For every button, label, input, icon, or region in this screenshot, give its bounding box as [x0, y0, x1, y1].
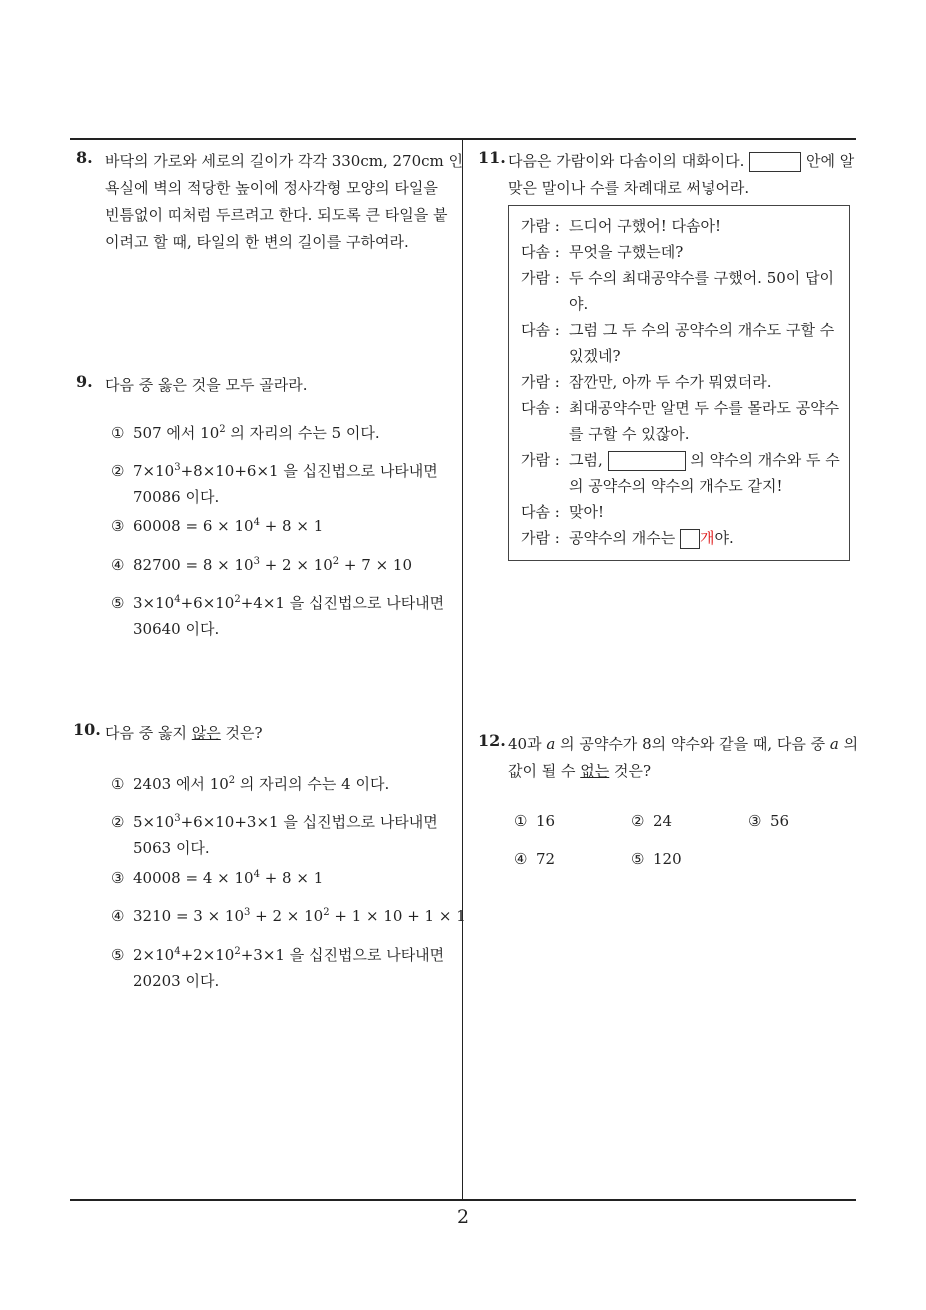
- choice-mark: ③: [748, 812, 762, 830]
- answer-blank[interactable]: [608, 451, 686, 471]
- exponent: 3: [174, 462, 181, 473]
- dialogue-line: [521, 499, 604, 525]
- choice-text: 40008 = 4 × 10: [133, 869, 254, 887]
- unit-highlight: 개: [699, 529, 715, 547]
- text-line: 빈틈없이 띠처럼 두르려고 한다. 되도록 큰 타일을 붙: [105, 206, 448, 224]
- speaker: 가람 :: [521, 217, 560, 235]
- question-text: [508, 731, 858, 785]
- underlined-word: 않은: [191, 724, 221, 742]
- choice-1[interactable]: [111, 420, 380, 446]
- choice-text: + 7 × 10: [339, 556, 412, 574]
- choice-mark: ③: [111, 869, 125, 887]
- speaker: 다솜 :: [521, 503, 560, 521]
- speaker: 다솜 :: [521, 399, 560, 417]
- choice-text: 7×10: [133, 462, 175, 480]
- choice-3[interactable]: [748, 808, 789, 834]
- utterance: 그럼,: [569, 451, 603, 469]
- choice-4[interactable]: [514, 846, 555, 872]
- speaker: 가람 :: [521, 269, 560, 287]
- choice-mark: ④: [111, 907, 125, 925]
- text-segment: 안에 알: [806, 152, 855, 170]
- choice-value: 16: [536, 812, 556, 830]
- choice-mark: ⑤: [111, 946, 125, 964]
- dialogue-line: [521, 369, 772, 395]
- choice-mark: ①: [111, 424, 125, 442]
- choice-mark: ②: [111, 462, 125, 480]
- choice-5[interactable]: [111, 590, 444, 642]
- choice-text: +3×1 을 십진법으로 나타내면: [240, 946, 445, 964]
- speaker: 다솜 :: [521, 321, 560, 339]
- choice-1[interactable]: [111, 771, 389, 797]
- text-segment: 40과: [508, 735, 547, 753]
- bottom-rule: [70, 1199, 856, 1201]
- top-rule: [70, 138, 856, 140]
- exponent: 2: [234, 594, 241, 605]
- column-divider: [462, 139, 463, 1199]
- answer-blank[interactable]: [680, 529, 700, 549]
- choice-mark: ④: [514, 850, 528, 868]
- choice-text: 30640 이다.: [133, 620, 220, 638]
- choice-3[interactable]: [111, 513, 323, 539]
- question-text: 다음 중 옳은 것을 모두 골라라.: [105, 376, 308, 394]
- text-segment: 의 공약수가 8의 약수와 같을 때, 다음 중: [555, 735, 830, 753]
- variable: a: [546, 735, 556, 753]
- choice-4[interactable]: [111, 903, 466, 929]
- choice-text: 3×10: [133, 594, 175, 612]
- utterance: 공약수의 개수는: [569, 529, 676, 547]
- exponent: 4: [174, 946, 181, 957]
- choice-text: +4×1 을 십진법으로 나타내면: [240, 594, 445, 612]
- dialogue-line: [521, 239, 683, 265]
- question-number: 10.: [73, 720, 101, 739]
- choice-text: +2×10: [180, 946, 235, 964]
- question-number: 11.: [478, 148, 506, 167]
- choice-value: 24: [653, 812, 673, 830]
- dialogue-line: [521, 447, 840, 499]
- question-number: 12.: [478, 731, 506, 750]
- choice-text: +6×10: [180, 594, 235, 612]
- text-segment: 것은?: [609, 762, 652, 780]
- speaker: 가람 :: [521, 451, 560, 469]
- choice-5[interactable]: [631, 846, 682, 872]
- utterance: 야.: [714, 529, 734, 547]
- exponent: 2: [234, 946, 241, 957]
- choice-text: +8×10+6×1 을 십진법으로 나타내면: [180, 462, 438, 480]
- answer-blank[interactable]: [749, 152, 801, 172]
- choice-mark: ⑤: [631, 850, 645, 868]
- exponent: 2: [323, 907, 330, 918]
- speaker: 가람 :: [521, 529, 560, 547]
- choice-text: + 8 × 1: [259, 869, 324, 887]
- choice-1[interactable]: [514, 808, 555, 834]
- choice-text: 의 자리의 수는 4 이다.: [235, 775, 390, 793]
- utterance: 그럼 그 두 수의 공약수의 개수도 구할 수: [569, 321, 835, 339]
- question-number: 9.: [76, 372, 93, 391]
- choice-mark: ②: [111, 813, 125, 831]
- choice-mark: ①: [111, 775, 125, 793]
- exponent: 3: [244, 907, 251, 918]
- question-text: [105, 148, 463, 256]
- utterance: 맞아!: [569, 503, 605, 521]
- underlined-word: 없는: [580, 762, 610, 780]
- choice-mark: ④: [111, 556, 125, 574]
- text-line: 바닥의 가로와 세로의 길이가 각각 330cm, 270cm 인: [105, 152, 464, 170]
- utterance: 야.: [569, 295, 589, 313]
- choice-text: 5×10: [133, 813, 175, 831]
- choice-mark: ②: [631, 812, 645, 830]
- utterance: 의 약수의 개수와 두 수: [690, 451, 840, 469]
- choice-text: 20203 이다.: [133, 972, 220, 990]
- choice-text: + 2 × 10: [259, 556, 333, 574]
- choice-text: 의 자리의 수는 5 이다.: [225, 424, 380, 442]
- utterance: 무엇을 구했는데?: [569, 243, 684, 261]
- text-line: 맞은 말이나 수를 차례대로 써넣어라.: [508, 179, 750, 197]
- choice-mark: ⑤: [111, 594, 125, 612]
- exponent: 2: [332, 556, 340, 567]
- choice-text: 5063 이다.: [133, 839, 210, 857]
- choice-text: 2403 에서 10: [133, 775, 229, 793]
- utterance: 를 구할 수 있잖아.: [569, 425, 690, 443]
- choice-text: 82700 = 8 × 10: [133, 556, 254, 574]
- exponent: 4: [253, 869, 260, 880]
- choice-value: 120: [653, 850, 682, 868]
- question-text: [508, 148, 854, 202]
- page-number: 2: [456, 1206, 470, 1228]
- exponent: 3: [174, 813, 181, 824]
- variable: a: [829, 735, 839, 753]
- choice-value: 56: [770, 812, 790, 830]
- choice-text: + 2 × 10: [250, 907, 324, 925]
- choice-value: 72: [536, 850, 556, 868]
- exponent: 4: [174, 594, 181, 605]
- dialogue-line: [521, 525, 734, 551]
- dialogue-line: [521, 395, 839, 447]
- choice-mark: ①: [514, 812, 528, 830]
- text-line: 욕실에 벽의 적당한 높이에 정사각형 모양의 타일을: [105, 179, 438, 197]
- choice-text: 2×10: [133, 946, 175, 964]
- choice-text: + 8 × 1: [259, 517, 324, 535]
- exponent: 2: [228, 775, 236, 786]
- dialogue-line: [521, 213, 721, 239]
- text-segment: 것은?: [220, 724, 263, 742]
- exponent: 3: [253, 556, 260, 567]
- text-line: 이려고 할 때, 타일의 한 변의 길이를 구하여라.: [105, 233, 409, 251]
- choice-5[interactable]: [111, 942, 444, 994]
- choice-mark: ③: [111, 517, 125, 535]
- utterance: 있겠네?: [569, 347, 621, 365]
- choice-text: 3210 = 3 × 10: [133, 907, 245, 925]
- text-segment: 값이 될 수: [508, 762, 581, 780]
- choice-2[interactable]: [111, 809, 438, 861]
- choice-3[interactable]: [111, 865, 323, 891]
- utterance: 드디어 구했어! 다솜아!: [569, 217, 722, 235]
- utterance: 최대공약수만 알면 두 수를 몰라도 공약수: [569, 399, 840, 417]
- choice-text: 60008 = 6 × 10: [133, 517, 254, 535]
- question-text: [105, 720, 263, 746]
- utterance: 잠깐만, 아까 두 수가 뭐였더라.: [569, 373, 772, 391]
- speaker: 다솜 :: [521, 243, 560, 261]
- question-number: 8.: [76, 148, 93, 167]
- dialogue-line: [521, 317, 834, 369]
- dialogue-box: [508, 205, 850, 561]
- choice-text: 70086 이다.: [133, 488, 220, 506]
- exponent: 4: [253, 517, 260, 528]
- exponent: 2: [219, 424, 226, 435]
- choice-4[interactable]: [111, 552, 412, 578]
- utterance: 의 공약수의 약수의 개수도 같지!: [569, 477, 783, 495]
- dialogue-line: [521, 265, 834, 317]
- text-segment: 다음 중 옳지: [105, 724, 192, 742]
- choice-text: + 1 × 10 + 1 × 1: [329, 907, 466, 925]
- choice-text: 507 에서 10: [133, 424, 220, 442]
- speaker: 가람 :: [521, 373, 560, 391]
- choice-2[interactable]: [111, 458, 438, 510]
- text-segment: 다음은 가람이와 다솜이의 대화이다.: [508, 152, 745, 170]
- text-segment: 의: [838, 735, 859, 753]
- utterance: 두 수의 최대공약수를 구했어. 50이 답이: [569, 269, 835, 287]
- choice-text: +6×10+3×1 을 십진법으로 나타내면: [180, 813, 438, 831]
- choice-2[interactable]: [631, 808, 672, 834]
